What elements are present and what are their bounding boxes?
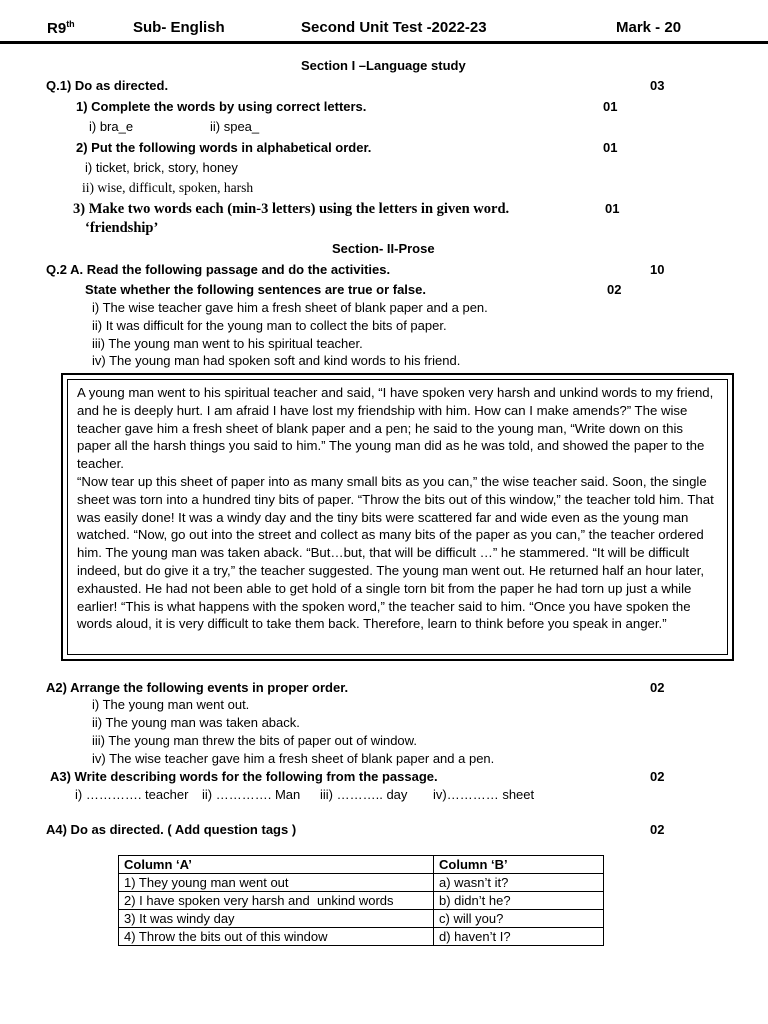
q1-3-marks: 01 <box>605 201 620 216</box>
header-divider <box>0 41 768 44</box>
total-marks: Mark - 20 <box>616 19 682 36</box>
passage <box>77 384 719 633</box>
table-header-row <box>119 856 604 874</box>
column-b-cell: a) wasn’t it? <box>434 874 604 892</box>
column-a-cell: 1) They young man went out <box>119 874 434 892</box>
a3-blank-sheet: iv)………… sheet <box>433 787 535 802</box>
a3-blank-teacher: i) …………. teacher <box>75 787 189 802</box>
q1-1-option-1: i) bra_e <box>89 119 134 134</box>
column-b-cell: d) haven’t I? <box>434 928 604 946</box>
a3-blank-man: ii) …………. Man <box>202 787 301 802</box>
table-row <box>119 910 604 928</box>
a1-item: ii) It was difficult for the young man to collect the bits of paper. <box>92 318 447 333</box>
a1-label: State whether the following sentences are true or false. <box>85 282 426 297</box>
q1-3-word: ‘friendship’ <box>85 220 159 236</box>
section-1-title: Section I –Language study <box>301 58 466 73</box>
question-tag-table <box>118 855 604 946</box>
test-name: Second Unit Test -2022-23 <box>301 19 487 36</box>
a3-blank-day: iii) ……….. day <box>320 787 408 802</box>
q1-1-label: 1) Complete the words by using correct letters. <box>76 99 367 114</box>
q2-marks: 10 <box>650 262 665 277</box>
column-a-cell: 4) Throw the bits out of this window <box>119 928 434 946</box>
a2-item: iii) The young man threw the bits of paper out of window. <box>92 733 417 748</box>
a2-item: i) The young man went out. <box>92 697 250 712</box>
a4-marks: 02 <box>650 822 665 837</box>
column-a-header: Column ‘A’ <box>119 856 434 874</box>
q1-2-label: 2) Put the following words in alphabetical order. <box>76 140 372 155</box>
class-superscript: th <box>66 19 75 29</box>
section-2-title: Section- II-Prose <box>332 241 435 256</box>
q1-1-option-2: ii) spea_ <box>210 119 260 134</box>
a2-label: A2) Arrange the following events in proper order. <box>46 680 349 695</box>
a3-marks: 02 <box>650 769 665 784</box>
column-a-cell: 3) It was windy day <box>119 910 434 928</box>
column-b-cell: b) didn’t he? <box>434 892 604 910</box>
a2-marks: 02 <box>650 680 665 695</box>
class-label <box>47 19 75 37</box>
passage-paragraph-1: A young man went to his spiritual teacher and said, “I have spoken very harsh and unkind words to my friend, and he is deeply hurt. I am afraid I have lost my friendship with him. How can I make amends?” The wise teacher gave him a fresh sheet of blank paper and a pen; he said to the young man, “Write down on this paper all the harsh things you said to him.” The young man did as he was told, and showed the paper to the teacher. <box>77 385 714 472</box>
table-row <box>119 892 604 910</box>
subject: Sub- English <box>133 19 225 36</box>
a1-item: i) The wise teacher gave him a fresh sheet of blank paper and a pen. <box>92 300 488 315</box>
class-text: R9 <box>47 20 67 37</box>
q2-label: Q.2 A. Read the following passage and do the activities. <box>46 262 391 277</box>
table-row <box>119 874 604 892</box>
column-b-cell: c) will you? <box>434 910 604 928</box>
a3-label: A3) Write describing words for the following from the passage. <box>50 769 438 784</box>
q1-2-marks: 01 <box>603 140 618 155</box>
q1-marks: 03 <box>650 78 665 93</box>
q1-2-set-1: i) ticket, brick, story, honey <box>85 160 238 175</box>
a1-item: iii) The young man went to his spiritual teacher. <box>92 336 363 351</box>
a2-item: ii) The young man was taken aback. <box>92 715 300 730</box>
a1-item: iv) The young man had spoken soft and kind words to his friend. <box>92 353 461 368</box>
column-b-header: Column ‘B’ <box>434 856 604 874</box>
table-row <box>119 928 604 946</box>
column-a-cell: 2) I have spoken very harsh and unkind words <box>119 892 434 910</box>
a2-item: iv) The wise teacher gave him a fresh sheet of blank paper and a pen. <box>92 751 495 766</box>
q1-1-marks: 01 <box>603 99 618 114</box>
q1-label: Q.1) Do as directed. <box>46 78 169 93</box>
passage-paragraph-2: “Now tear up this sheet of paper into as many small bits as you can,” the wise teacher said. Soon, the single sheet was torn into a hundred tiny bits of paper. “Throw the bits out of this window,” the teacher told him. That was easily done! It was a windy day and the tiny bits were scattered far and wide even as the young man watched. “Now, go out into the street and collect as many bits of the paper as you can,” the teacher ordered him. The young man was taken aback. “But…but, that will be difficult …” he stammered. “It will be difficult indeed, but do give it a try,” the teacher suggested. The young man went out. He returned half an hour later, exhausted. He had not been able to get hold of a single torn bit from the paper he had torn up just a while earlier! “This is what happens with the spoken word,” the teacher said to him. “Once you have spoken the words aloud, it is very difficult to take them back. Therefore, learn to think before you speak in anger.” <box>77 473 714 632</box>
q1-3-label: 3) Make two words each (min-3 letters) using the letters in given word. <box>73 201 510 217</box>
a1-marks: 02 <box>607 282 622 297</box>
a4-label: A4) Do as directed. ( Add question tags ) <box>46 822 297 837</box>
q1-2-set-2: ii) wise, difficult, spoken, harsh <box>82 180 254 195</box>
